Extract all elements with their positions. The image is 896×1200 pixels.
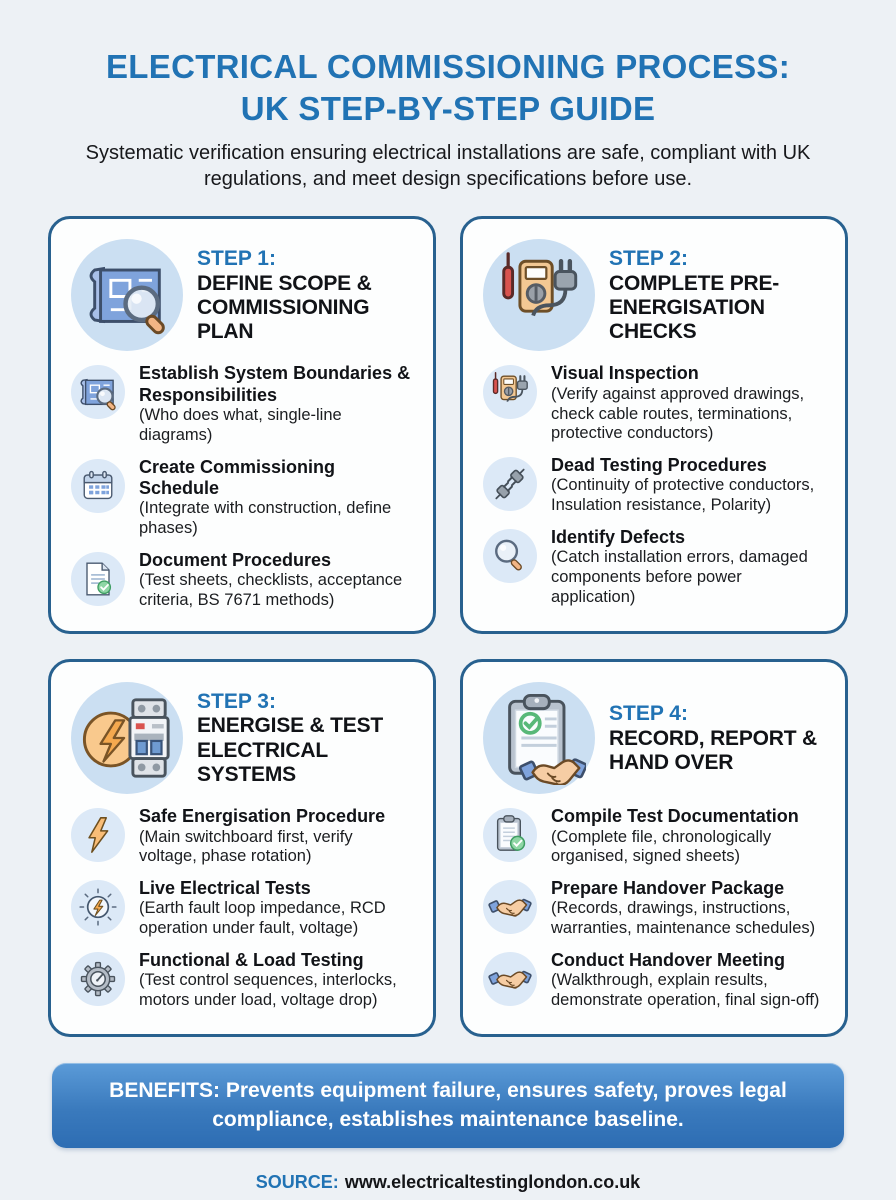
handshake-icon [483, 880, 537, 934]
step-label: STEP 3: [197, 690, 276, 714]
step-card-header [71, 239, 413, 351]
step-title: COMPLETE PRE-ENERGISATION CHECKS [609, 271, 780, 344]
step-item [71, 878, 413, 939]
step-item [483, 806, 825, 867]
page-title [48, 46, 848, 130]
multimeter-plug-icon [483, 239, 595, 351]
item-description: (Who does what, single-line diagrams) [139, 405, 342, 444]
step-item [71, 457, 413, 539]
page-subtitle: Systematic verification ensuring electrical installations are safe, compliant with UK regulations, and meet design specifications before use. [85, 142, 811, 191]
item-title: Functional & Load Testing [139, 950, 364, 971]
step-item [71, 363, 413, 445]
item-title: Conduct Handover Meeting [551, 950, 786, 971]
step-title: ENERGISE & TEST ELECTRICAL SYSTEMS [197, 714, 384, 787]
handshake-icon [483, 952, 537, 1006]
calendar-icon [71, 459, 125, 513]
item-description: (Verify against approved drawings, check cable routes, terminations, protective conductors) [551, 384, 805, 443]
step-card-header [483, 682, 825, 794]
item-description: (Integrate with construction, define phases) [139, 499, 392, 537]
step-item [483, 950, 825, 1011]
gear-gauge-icon [71, 952, 125, 1006]
source-line [48, 1172, 848, 1193]
item-title: Dead Testing Procedures [551, 455, 767, 476]
step-label: STEP 4: [609, 702, 688, 726]
page-title-line2: UK STEP-BY-STEP GUIDE [240, 90, 656, 128]
step-item [483, 527, 825, 608]
magnifier-icon [483, 529, 537, 583]
item-description: (Walkthrough, explain results, demonstrate operation, final sign-off) [551, 971, 820, 1010]
bolt-icon [71, 808, 125, 862]
clipboard-handshake-icon [483, 682, 595, 794]
item-title: Compile Test Documentation [551, 806, 799, 827]
step-item [483, 878, 825, 939]
item-title: Document Procedures [139, 549, 332, 570]
step-label: STEP 1: [197, 247, 276, 271]
bolt-dial-icon [71, 880, 125, 934]
item-description: (Test control sequences, interlocks, motors under load, voltage drop) [139, 971, 397, 1010]
step-card-2 [460, 216, 848, 634]
step-item [71, 950, 413, 1011]
item-description: (Catch installation errors, damaged components before power application) [551, 548, 808, 606]
mini-multimeter-icon [483, 365, 537, 419]
step-card-4 [460, 659, 848, 1037]
item-description: (Main switchboard first, verify voltage, phase rotation) [139, 827, 353, 866]
step-title: RECORD, REPORT & HAND OVER [609, 726, 817, 775]
item-description: (Complete file, chronologically organised, signed sheets) [551, 827, 772, 866]
document-check-icon [71, 552, 125, 606]
step-card-3 [48, 659, 436, 1037]
benefits-label: BENEFITS: [109, 1079, 226, 1103]
step-item [71, 550, 413, 611]
plugs-icon [483, 457, 537, 511]
item-description: (Earth fault loop impedance, RCD operation under fault, voltage) [139, 899, 386, 938]
mini-blueprint-icon [71, 365, 125, 419]
page-title-line1: ELECTRICAL COMMISSIONING PROCESS: [106, 48, 790, 85]
source-label: SOURCE: [255, 1172, 339, 1193]
step-item [483, 455, 825, 516]
blueprint-magnifier-icon [71, 239, 183, 351]
steps-grid [48, 216, 848, 1037]
item-title: Safe Energisation Procedure [139, 806, 386, 827]
step-item [71, 806, 413, 867]
item-title: Identify Defects [551, 526, 686, 547]
item-title: Create Commissioning Schedule [139, 456, 336, 498]
benefits-banner [52, 1063, 844, 1148]
step-card-1 [48, 216, 436, 634]
bolt-breaker-icon [71, 682, 183, 794]
step-item [483, 363, 825, 444]
step-label: STEP 2: [609, 247, 688, 271]
item-title: Visual Inspection [551, 363, 699, 384]
clipboard-check-icon [483, 808, 537, 862]
step-card-header [71, 682, 413, 794]
source-url[interactable]: www.electricaltestinglondon.co.uk [344, 1172, 641, 1193]
item-description: (Continuity of protective conductors, Insulation resistance, Polarity) [551, 476, 815, 515]
item-title: Live Electrical Tests [139, 878, 311, 899]
item-description: (Records, drawings, instructions, warranties, maintenance schedules) [551, 899, 816, 938]
item-title: Establish System Boundaries & Responsibilities [139, 363, 411, 405]
item-title: Prepare Handover Package [551, 878, 785, 899]
item-description: (Test sheets, checklists, acceptance criteria, BS 7671 methods) [139, 570, 403, 609]
step-card-header [483, 239, 825, 351]
step-title: DEFINE SCOPE & COMMISSIONING PLAN [197, 271, 372, 344]
benefits-text: Prevents equipment failure, ensures safety, proves legal compliance, establishes maintenance baseline. [212, 1079, 787, 1131]
